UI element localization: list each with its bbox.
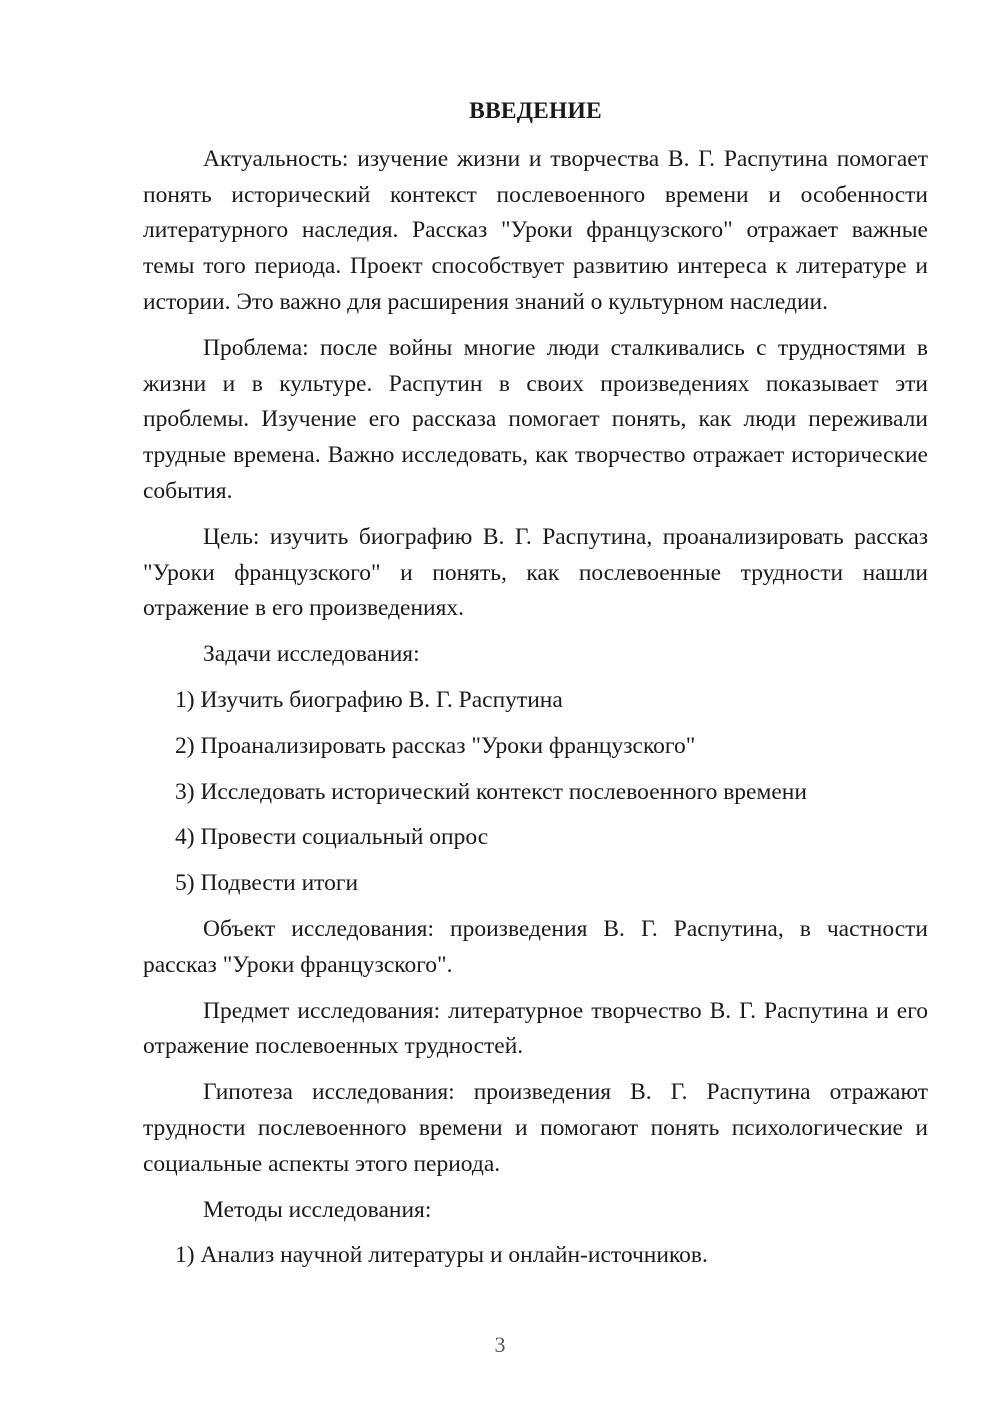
- task-item: 2) Проанализировать рассказ "Уроки французского": [175, 732, 696, 759]
- object-paragraph: Объект исследования: произведения В. Г. Распутина, в частности рассказ "Уроки французского".: [143, 915, 928, 978]
- methods-label: Методы исследования:: [203, 1196, 432, 1223]
- tasks-label: Задачи исследования:: [203, 641, 420, 668]
- problem-paragraph: Проблема: после войны многие люди сталкивались с трудностями в жизни и в культуре. Распутин в своих произведениях показывает эти проблемы. Изучение его рассказа помогает понять, как люди переживали трудные времена. Важно исследовать, как творчество отражает исторические события.: [143, 334, 928, 504]
- goal-paragraph: Цель: изучить биографию В. Г. Распутина, проанализировать рассказ "Уроки французского" и понять, как послевоенные трудности нашли отражение в его произведениях.: [143, 523, 928, 622]
- methods-list: [143, 1238, 928, 1274]
- hypothesis-paragraph: Гипотеза исследования: произведения В. Г. Распутина отражают трудности послевоенного времени и помогают понять психологические и социальные аспекты этого периода.: [143, 1079, 928, 1177]
- title-block: [143, 94, 928, 130]
- method-item: 1) Анализ научной литературы и онлайн-источников.: [175, 1242, 708, 1269]
- relevance-paragraph: Актуальность: изучение жизни и творчества В. Г. Распутина помогает понять исторический контекст послевоенного времени и особенности литературного наследия. Рассказ "Уроки французского" отражает важные темы того периода. Проект способствует развитию интереса к литературе и истории. Это важно для расширения знаний о культурном наследии.: [143, 145, 928, 315]
- page-number: 3: [494, 1332, 506, 1357]
- subject-paragraph: Предмет исследования: литературное творчество В. Г. Распутина и его отражение послевоенных трудностей.: [143, 997, 928, 1060]
- page-content: [143, 94, 928, 1284]
- task-item: 4) Провести социальный опрос: [175, 824, 489, 851]
- task-item: 5) Подвести итоги: [175, 870, 359, 897]
- task-item: 1) Изучить биографию В. Г. Распутина: [175, 686, 563, 713]
- section-heading: ВВЕДЕНИЕ: [469, 98, 602, 124]
- task-item: 3) Исследовать исторический контекст послевоенного времени: [175, 778, 807, 805]
- tasks-list: [143, 683, 928, 902]
